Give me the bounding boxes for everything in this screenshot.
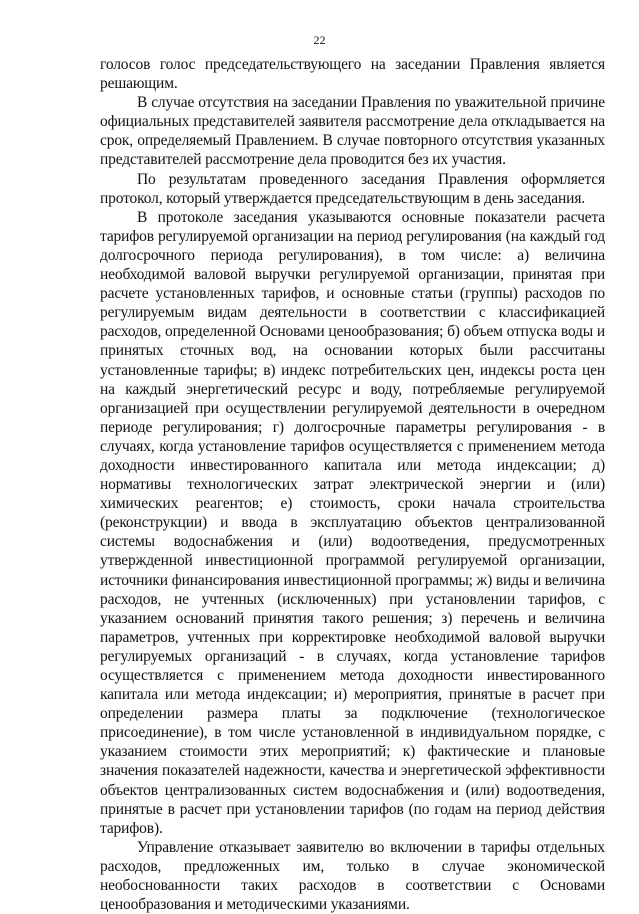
document-body	[100, 55, 605, 914]
page-number: 22	[313, 33, 326, 47]
paragraph-absence-of-representatives: В случае отсутствия на заседании Правления по уважительной причине официальных представителей заявителя рассмотрение дела откладывается на срок, определяемый Правлением. В случае повторного отсутствия указанных представителей рассмотрение дела проводится без их участия.	[100, 94, 605, 169]
paragraph-continuation: голосов голос председательствующего на заседании Правления является решающим.	[100, 56, 605, 93]
paragraph-refusal: Управление отказывает заявителю во включении в тарифы отдельных расходов, предложенных им, только в случае экономической необоснованности таких расходов в соответствии с Основами ценообразования и методическими указаниями.	[100, 838, 605, 914]
paragraph-protocol-indicators: В протоколе заседания указываются основные показатели расчета тарифов регулируемой организации на период регулирования (на каждый год долгосрочного периода регулирования), в том числе: а) величина необходимой валовой выручки регулируемой организации, принятая при расчете установленных тарифов, и основные статьи (группы) расходов по регулируемым видам деятельности в соответствии с классификацией расходов, определенной Основами ценообразования; б) объем отпуска воды и принятых сточных вод, на основании которых были рассчитаны установленные тарифы; в) индекс потребительских цен, индексы роста цен на каждый энергетический ресурс и воду, потребляемые регулируемой организацией при осуществлении регулируемой деятельности в очередном периоде регулирования; г) долгосрочные параметры регулирования - в случаях, когда установление тарифов осуществляется с применением метода доходности инвестированного капитала или метода индексации; д) нормативы технологических затрат электрической энергии и (или) химических реагентов; е) стоимость, сроки начала строительства (реконструкции) и ввода в эксплуатацию объектов централизованной системы водоснабжения и (или) водоотведения, предусмотренных утвержденной инвестиционной программой регулируемой организации, источники финансирования инвестиционной программы; ж) виды и величина расходов, не учтенных (исключенных) при установлении тарифов, с указанием оснований принятия такого решения; з) перечень и величина параметров, учтенных при корректировке необходимой валовой выручки регулируемых организаций - в случаях, когда установление тарифов осуществляется с применением метода доходности инвестированного капитала или метода индексации; и) мероприятия, принятые в расчет при определении размера платы за подключение (технологическое присоединение), в том числе установленной в индивидуальном порядке, с указанием стоимости этих мероприятий; к) фактические и плановые значения показателей надежности, качества и энергетической эффективности объектов централизованных систем водоснабжения и (или) водоотведения, принятые в расчет при установлении тарифов (по годам на период действия тарифов).	[100, 208, 605, 837]
paragraph-protocol: По результатам проведенного заседания Правления оформляется протокол, который утверждается председательствующим в день заседания.	[100, 170, 605, 207]
